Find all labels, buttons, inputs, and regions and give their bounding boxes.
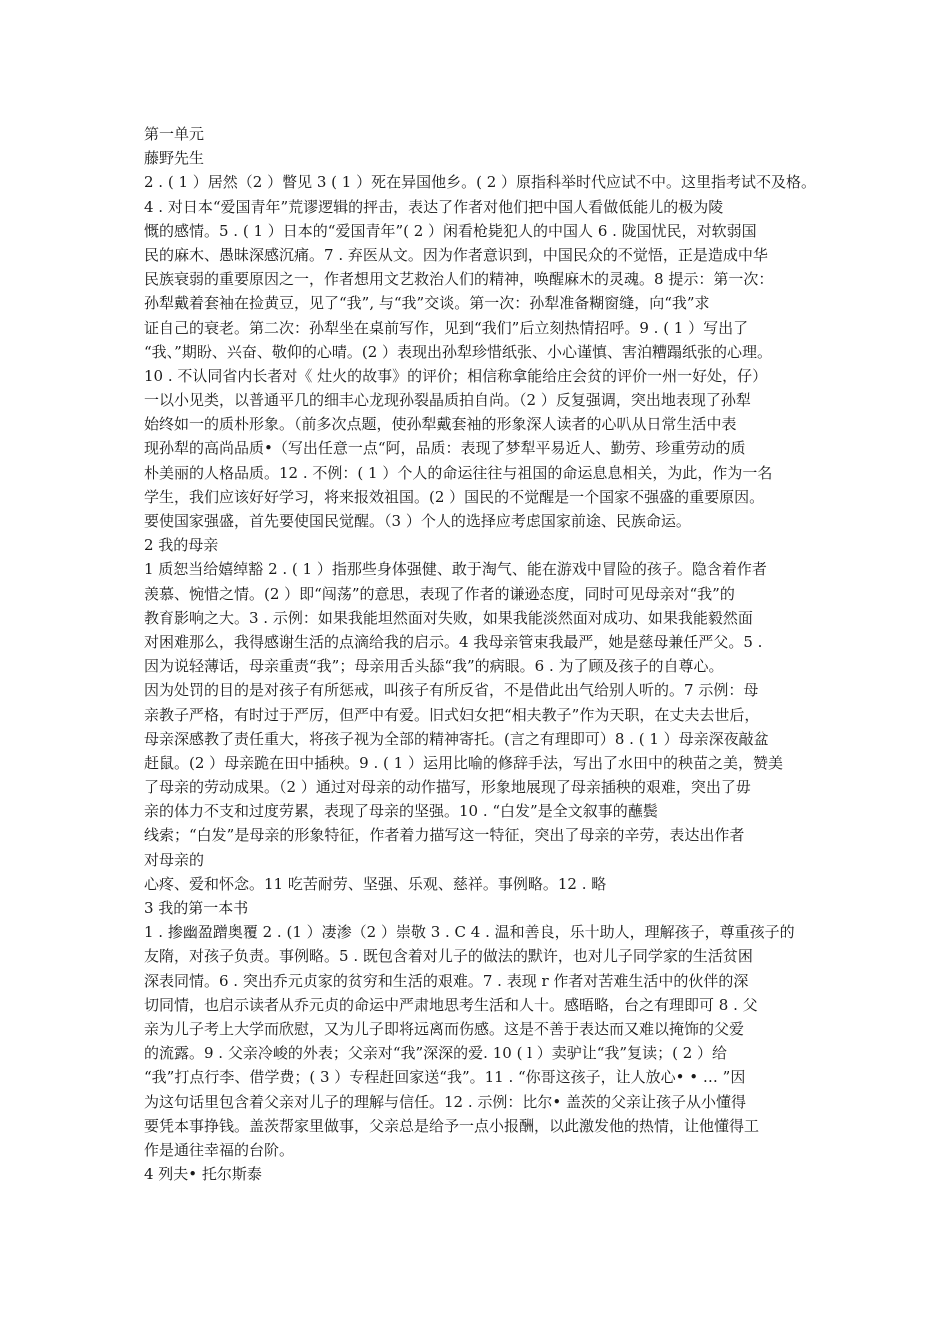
document-body — [144, 122, 834, 1186]
text-line: 慨的感情。5 . ( 1 ）日本的“爱国青年”( 2 ）闲看枪毙犯人的中国人 6 . 陇国忧民，对软弱国 — [144, 221, 757, 240]
text-line: 学生，我们应该好好学习，将来报效祖国。(2 ）国民的不觉醒是一个国家不强盛的重要原因。 — [144, 487, 765, 506]
text-line: 深表同情。6 . 突出乔元贞家的贫穷和生活的艰难。7 . 表现 r 作者对苦难生活中的伙伴的深 — [144, 971, 749, 990]
text-line: 4 列夫• 托尔斯泰 — [144, 1165, 262, 1184]
text-line: 线索；“白发”是母亲的形象特征，作者着力描写这一特征，突出了母亲的辛劳，表达出作者 — [144, 826, 745, 845]
text-line: 的流露。9 . 父亲冷峻的外表；父亲对“我”深深的爱. 10 ( l ）卖驴让“我”复读；( 2 ）给 — [144, 1044, 728, 1063]
text-line: 亲教子严格，有时过于严厉，但严中有爱。旧式妇女把“相夫教子”作为天职，在丈夫去世后， — [144, 705, 760, 724]
text-line: 一以小见类，以普通平几的细丰心龙现孙裂晶质拍自尚。（2 ）反复强调，突出地表现了孙犁 — [144, 391, 751, 410]
text-line: 母亲深感教了责任重大，将孩子视为全部的精神寄托。(言之有理即可）8 . ( 1 ）母亲深夜敲盆 — [144, 729, 769, 748]
text-line: 10 . 不认同省内长者对《 灶火的故事》的评价；相信称拿能给庄会贫的评价一州一好处，仔） — [144, 366, 768, 385]
text-line: 亲的体力不支和过度劳累，表现了母亲的坚强。10 . “白发”是全文叙事的蘸鬓 — [144, 802, 658, 821]
text-line: 因为说轻薄话，母亲重责“我”；母亲用舌头舔“我”的病眼。6 . 为了顾及孩子的自尊心。 — [144, 657, 724, 676]
text-line: 教育影响之大。3 . 示例：如果我能坦然面对失败，如果我能淡然面对成功、如果我能毅然面 — [144, 608, 753, 627]
text-line: 2 . ( 1 ）居然（2 ）瞥见 3 ( 1 ）死在异国他乡。( 2 ）原指科举时代应试不中。这里指考试不及格。 — [144, 173, 817, 192]
text-line: 1 质恕当给嬉绰豁 2 . ( 1 ）指那些身体强健、敢于淘气、能在游戏中冒险的孩子。隐含着作者 — [144, 560, 767, 579]
text-line: 孙犁戴着套袖在捡黄豆，见了“我”, 与“我”交谈。第一次：孙犁准备糊窗缝，向“我”求 — [144, 294, 710, 313]
text-line: 现孙犁的高尚品质•（写出任意一点“阿，品质：表现了梦犁平易近人、勤劳、珍重劳动的质 — [144, 439, 746, 458]
text-line: 羡慕、惋惜之情。(2 ）即“闯荡”的意思，表现了作者的谦逊态度，同时可见母亲对“我”的 — [144, 584, 735, 603]
text-line: 作是通往幸福的台阶。 — [144, 1140, 295, 1159]
text-line: 了母亲的劳动成果。（2 ）通过对母亲的动作描写，形象地展现了母亲插秧的艰难，突出了毋 — [144, 778, 751, 797]
text-line: 2 我的母亲 — [144, 536, 219, 555]
text-line: 亲为儿子考上大学而欣慰，又为儿子即将远离而伤感。这是不善于表达而又难以掩饰的父爱 — [144, 1019, 745, 1038]
text-line: 要使国家强盛，首先要使国民觉醒。（3 ）个人的选择应考虑国家前途、民族命运。 — [144, 512, 691, 530]
text-line: 对困难那么，我得感谢生活的点滴给我的启示。4 我母亲管束我最严，她是慈母兼任严父。5 . — [144, 632, 763, 651]
text-line: 民的麻木、愚昧深感沉痛。7 . 弃医从文。因为作者意识到，中国民众的不觉悟，正是造成中华 — [144, 245, 768, 264]
text-line: 对母亲的 — [144, 850, 205, 869]
text-line: “我、”期盼、兴奋、敬仰的心晴。(2 ）表现出孙犁珍惜纸张、小心谨慎、害泊糟蹋纸张的心理。 — [144, 342, 773, 361]
text-line: 3 我的第一本书 — [144, 899, 249, 917]
text-line: 切同情，也启示读者从乔元贞的命运中严肃地思考生活和人十。感晤略，台之有理即可 8 . 父 — [144, 995, 758, 1014]
text-line: 始终如一的质朴形象。（前多次点题，使孙犁戴套袖的形象深人读者的心叭从日常生活中表 — [144, 415, 737, 434]
text-line: 因为处罚的目的是对孩子有所惩戒，叫孩子有所反省，不是借此出气给别人听的。7 示例：母 — [144, 681, 759, 700]
text-line: “我”打点行李、借学费；( 3 ）专程赶回家送“我”。11 . “你哥这孩子，让人放心• • … ”因 — [144, 1068, 746, 1087]
text-line: 心疼、爱和怀念。11 吃苦耐劳、坚强、乐观、慈祥。事例略。12 . 略 — [144, 874, 607, 893]
text-line: 1 . 掺幽盈蹭奥覆 2 . (1 ）凄渗（2 ）崇敬 3 . C 4 . 温和善良，乐十助人，理解孩子，尊重孩子的 — [144, 923, 795, 942]
text-line: 要凭本事挣钱。盖茨帮家里做事，父亲总是给予一点小报酬，以此激发他的热情，让他懂得工 — [144, 1116, 760, 1135]
text-line: 4 . 对日本“爱国青年”荒谬逻辑的抨击，表达了作者对他们把中国人看做低能儿的极为陵 — [144, 197, 724, 216]
text-line: 赶鼠。(2 ）母亲跪在田中插秧。9 . ( 1 ）运用比喻的修辞手法，写出了水田中的秧苗之美，赞美 — [144, 753, 783, 772]
text-line: 证自己的衰老。第二次：孙犁坐在桌前写作，见到“我们”后立刻热情招呼。9 . ( 1 ）写出了 — [144, 318, 749, 337]
text-line: 为这句话里包含着父亲对儿子的理解与信任。12 . 示例：比尔• 盖茨的父亲让孩子从小懂得 — [144, 1092, 747, 1111]
text-line: 藤野先生 — [144, 149, 205, 168]
text-line: 朴美丽的人格品质。12 . 不例：( 1 ）个人的命运往往与祖国的命运息息相关，为此，作为一名 — [144, 463, 773, 482]
text-line: 民族衰弱的重要原因之一，作者想用文艺救治人们的精神，唤醒麻木的灵魂。8 提示：第一次： — [144, 270, 774, 289]
text-line: 友隋，对孩子负责。事例略。5 . 既包含着对儿子的做法的默许，也对儿子同学家的生活贫困 — [144, 947, 753, 966]
text-line: 第一单元 — [144, 125, 205, 143]
